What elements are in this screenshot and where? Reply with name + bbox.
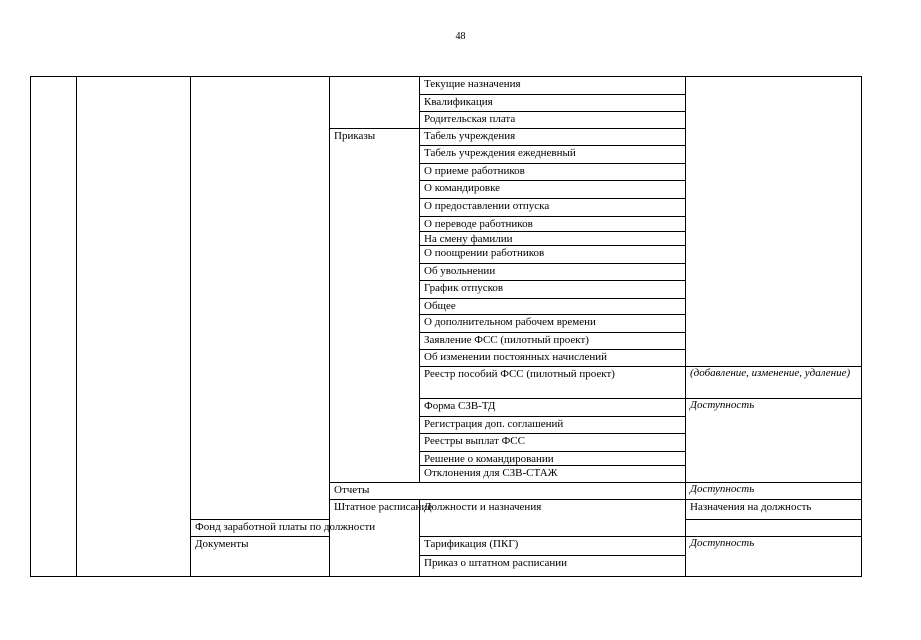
- table-row: Форма СЗВ-ТД: [420, 399, 686, 417]
- note-dostupnost: Доступность: [686, 399, 862, 483]
- note-add-edit-delete: (добавление, изменение, удаление): [686, 367, 862, 399]
- col-4-blank-cell: [330, 77, 420, 129]
- table-row: Заявление ФСС (пилотный проект): [420, 333, 686, 350]
- table-row: График отпусков: [420, 281, 686, 299]
- permissions-table: [30, 76, 862, 577]
- table-row: Табель учреждения: [420, 129, 686, 146]
- table-row: Об увольнении: [420, 264, 686, 281]
- col-2-cell: [77, 77, 191, 577]
- table-row: Квалификация: [420, 95, 686, 112]
- note-dostupnost-dokumenty: Доступность: [686, 537, 862, 577]
- table-row: Отклонения для СЗВ-СТАЖ: [420, 466, 686, 483]
- table-row: Родительская плата: [420, 112, 686, 129]
- col-1-cell: [31, 77, 77, 577]
- table-row: Решение о командировании: [420, 452, 686, 466]
- shtatnoe-raspisanie-label: Штатное расписание: [330, 500, 420, 577]
- page-number: 48: [455, 31, 466, 42]
- table-row: Тарификация (ПКГ): [420, 537, 686, 556]
- dolzhnosti-label: Должности и назначения: [420, 500, 686, 537]
- table-row: На смену фамилии: [420, 232, 686, 246]
- table-row: Фонд заработной платы по должности: [191, 519, 330, 536]
- col-3-cell: [191, 77, 330, 520]
- table-row: Общее: [420, 299, 686, 315]
- table-row: Текущие назначения: [420, 77, 686, 95]
- table-row: Реестры выплат ФСС: [420, 434, 686, 452]
- table-row: Табель учреждения ежедневный: [420, 146, 686, 164]
- table-row: О командировке: [420, 181, 686, 199]
- group-label-prikazy: Приказы: [330, 129, 420, 483]
- table-row: Назначения на должность: [686, 500, 862, 520]
- table-row: Об изменении постоянных начислений: [420, 350, 686, 367]
- table-row: Регистрация доп. соглашений: [420, 417, 686, 434]
- dokumenty-label: Документы: [191, 537, 330, 577]
- note-cell-empty: [686, 77, 862, 367]
- table-row: О дополнительном рабочем времени: [420, 315, 686, 333]
- note-dostupnost-otchety: Доступность: [686, 483, 862, 500]
- table-row: О приеме работников: [420, 164, 686, 181]
- table-row: Приказ о штатном расписании: [420, 556, 686, 577]
- otchety-row: Отчеты: [330, 483, 686, 500]
- table-row: О предоставлении отпуска: [420, 199, 686, 217]
- table-row: Реестр пособий ФСС (пилотный проект): [420, 367, 686, 399]
- table-row: О переводе работников: [420, 217, 686, 232]
- table-row: О поощрении работников: [420, 246, 686, 264]
